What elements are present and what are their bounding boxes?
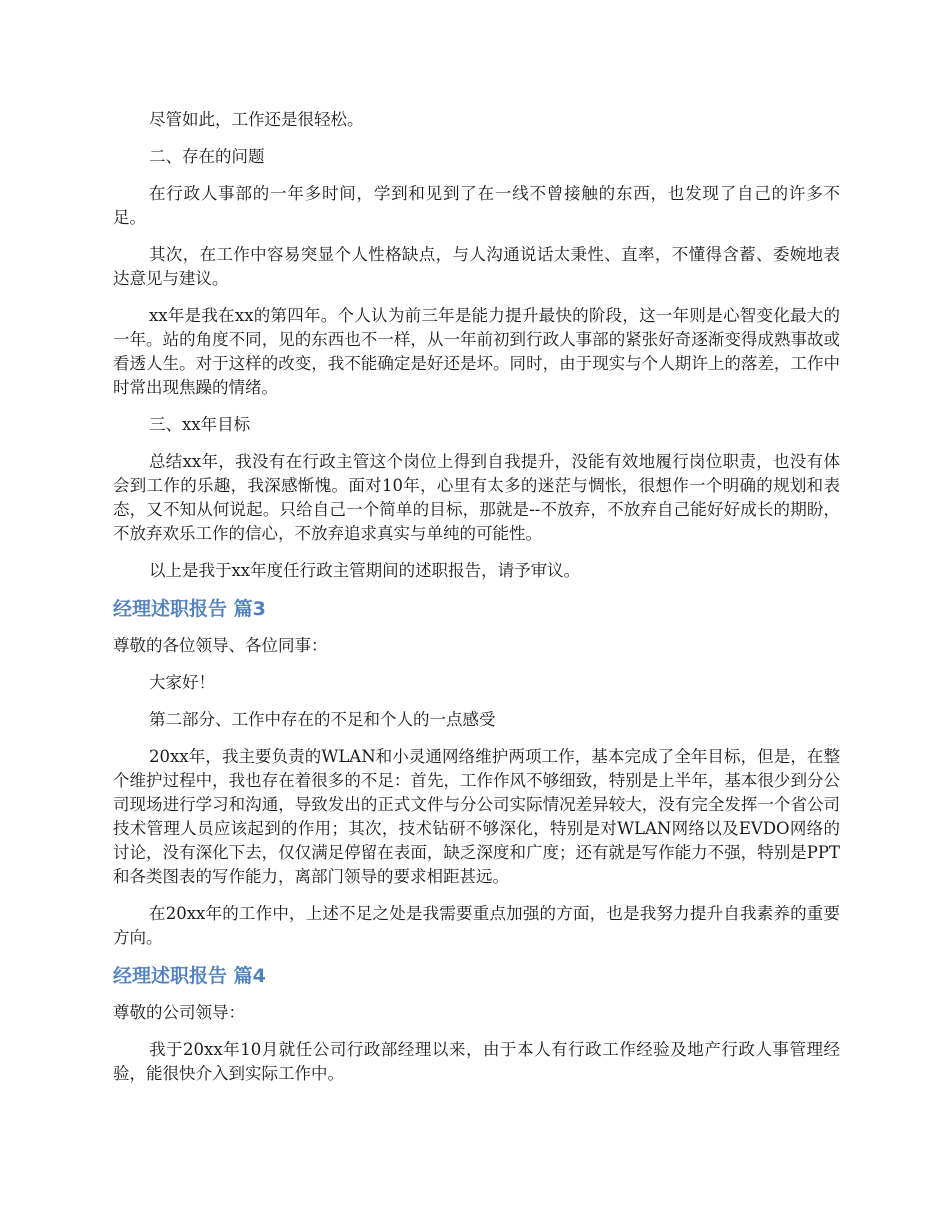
paragraph: 在20xx年的工作中，上述不足之处是我需要重点加强的方面，也是我努力提升自我素养的重要方向。 [113,904,840,947]
section-heading: 二、存在的问题 [149,147,265,166]
report-heading: 经理述职报告 篇3 [113,598,266,620]
paragraph: 以上是我于xx年度任行政主管期间的述职报告，请予审议。 [149,561,581,580]
section-heading: 三、xx年目标 [149,415,251,434]
paragraph: 在行政人事部的一年多时间，学到和见到了在一线不曾接触的东西，也发现了自己的许多不足。 [113,184,840,227]
paragraph: 我于20xx年10月就任公司行政部经理以来，由于本人有行政工作经验及地产行政人事管理经验，能很快介入到实际工作中。 [113,1040,840,1083]
document-page [113,108,840,1099]
paragraph: 20xx年，我主要负责的WLAN和小灵通网络维护两项工作，基本完成了全年目标，但是，在整个维护过程中，我也存在着很多的不足：首先，工作作风不够细致，特别是上半年，基本很少到分公司现场进行学习和沟通，导致发出的正式文件与分公司实际情况差异较大，没有完全发挥一个省公司技术管理人员应该起到的作用；其次，技术钻研不够深化，特别是对WLAN网络以及EVDO网络的讨论，没有深化下去，仅仅满足停留在表面，缺乏深度和广度；还有就是写作能力不强，特别是PPT和各类图表的写作能力，离部门领导的要求相距甚远。 [113,747,840,886]
paragraph: xx年是我在xx的第四年。个人认为前三年是能力提升最快的阶段，这一年则是心智变化最大的一年。站的角度不同，见的东西也不一样，从一年前初到行政人事部的紧张好奇逐渐变得成熟事故或看透人生。对于这样的改变，我不能确定是好还是坏。同时，由于现实与个人期许上的落差，工作中时常出现焦躁的情绪。 [113,306,840,397]
greeting: 大家好！ [149,673,215,692]
paragraph: 尽管如此，工作还是很轻松。 [149,110,364,129]
salutation: 尊敬的各位领导、各位同事： [113,636,328,655]
paragraph: 其次，在工作中容易突显个人性格缺点，与人沟通说话太秉性、直率，不懂得含蓄、委婉地表达意见与建议。 [113,245,840,288]
salutation: 尊敬的公司领导： [113,1003,245,1022]
report-heading: 经理述职报告 篇4 [113,965,266,987]
section-heading: 第二部分、工作中存在的不足和个人的一点感受 [149,710,496,729]
paragraph: 总结xx年，我没有在行政主管这个岗位上得到自我提升，没能有效地履行岗位职责，也没有体会到工作的乐趣，我深感惭愧。面对10年，心里有太多的迷茫与惆怅，很想作一个明确的规划和表态，又不知从何说起。只给自己一个简单的目标，那就是--不放弃，不放弃自己能好好成长的期盼，不放弃欢乐工作的信心，不放弃追求真实与单纯的可能性。 [113,452,840,543]
